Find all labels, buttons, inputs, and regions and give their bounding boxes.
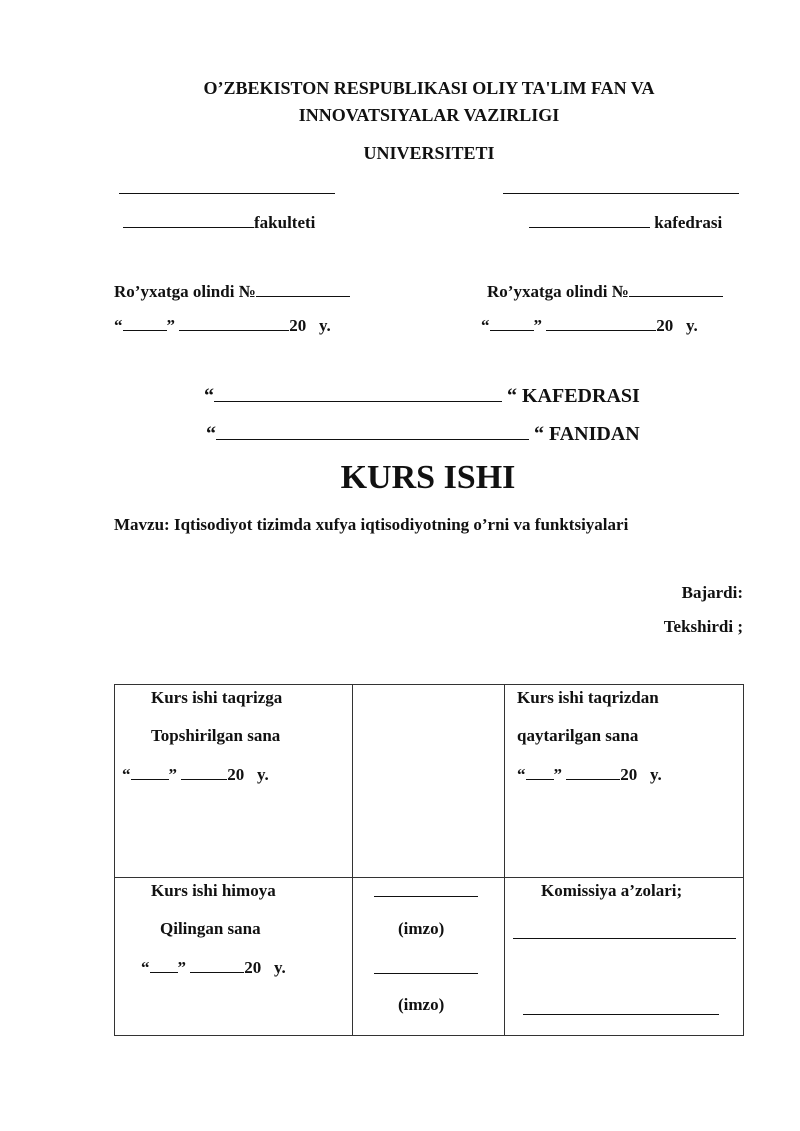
- returned-close-quote: ”: [553, 765, 562, 784]
- kafedra-line: [204, 383, 640, 408]
- submitted-open-quote: “: [122, 765, 131, 784]
- kafedra-label: “ KAFEDRASI: [507, 385, 640, 407]
- department-label: kafedrasi: [654, 213, 723, 232]
- returned-month-blank[interactable]: [566, 764, 620, 780]
- submitted-year-suffix: y.: [257, 765, 269, 784]
- right-registration-label: Ro’yxatga olindi №: [487, 282, 629, 301]
- checked-by-label: Tekshirdi ;: [663, 617, 743, 636]
- university-name-blank-left[interactable]: [119, 193, 335, 194]
- topic-line: [114, 515, 628, 535]
- checked-by: [664, 617, 743, 637]
- submitted-month-blank[interactable]: [181, 764, 227, 780]
- left-date-open-quote: “: [114, 316, 123, 335]
- commission-member-blank-2[interactable]: [523, 1014, 719, 1015]
- faculty-blank[interactable]: [123, 212, 254, 228]
- topic-text: Mavzu: Iqtisodiyot tizimda xufya iqtisodiyotning o’rni va funktsiyalari: [114, 515, 629, 534]
- defended-year-suffix: y.: [274, 958, 286, 977]
- faculty-label: fakulteti: [254, 213, 316, 232]
- fan-line: [206, 421, 640, 446]
- fan-label: “ FANIDAN: [534, 423, 640, 445]
- returned-day-blank[interactable]: [526, 764, 554, 780]
- cell-commission: [505, 878, 744, 1036]
- defended-close-quote: ”: [177, 958, 186, 977]
- ministry-title-line1-text: O’ZBEKISTON RESPUBLIKASI OLIY TA'LIM FAN VA: [203, 78, 655, 98]
- left-date-year-suffix: y.: [319, 316, 331, 335]
- right-date-year: 20: [656, 316, 674, 335]
- commission-member-blank-1[interactable]: [513, 938, 736, 939]
- defended-month-blank[interactable]: [190, 957, 244, 973]
- defended-open-quote: “: [141, 958, 150, 977]
- submitted-date: [122, 764, 269, 785]
- returned-year-suffix: y.: [650, 765, 662, 784]
- left-date: [114, 315, 331, 336]
- university-name-blank-right[interactable]: [503, 193, 739, 194]
- cell-empty: [353, 685, 505, 878]
- right-registration-number-blank[interactable]: [629, 281, 723, 297]
- submitted-day-blank[interactable]: [131, 764, 169, 780]
- submitted-line2: Topshirilgan sana: [151, 726, 281, 745]
- review-table: [114, 684, 744, 1036]
- submitted-line1: Kurs ishi taqrizga: [151, 688, 283, 707]
- submitted-close-quote: ”: [168, 765, 177, 784]
- university-title: [0, 143, 800, 164]
- university-title-text: UNIVERSITETI: [363, 143, 495, 163]
- done-by: [682, 583, 743, 603]
- right-date-year-suffix: y.: [686, 316, 698, 335]
- commission-label: Komissiya a’zolari;: [541, 881, 683, 900]
- document-title-text: KURS ISHI: [340, 459, 516, 496]
- left-registration-label: Ro’yxatga olindi №: [114, 282, 256, 301]
- submitted-year: 20: [227, 765, 245, 784]
- department-blank[interactable]: [529, 212, 650, 228]
- left-registration-number-blank[interactable]: [256, 281, 350, 297]
- defended-day-blank[interactable]: [150, 957, 178, 973]
- faculty-field: [123, 212, 315, 233]
- right-date-close-quote: ”: [533, 316, 542, 335]
- returned-line1: Kurs ishi taqrizdan: [517, 688, 659, 707]
- done-by-label: Bajardi:: [681, 583, 743, 602]
- defended-line1: Kurs ishi himoya: [151, 881, 276, 900]
- right-date: [481, 315, 698, 336]
- ministry-title-line2: [0, 105, 800, 126]
- cell-defended: [115, 878, 353, 1036]
- defended-line2: Qilingan sana: [160, 919, 261, 938]
- signature-blank-1[interactable]: [374, 896, 478, 897]
- right-date-month-blank[interactable]: [546, 315, 656, 331]
- right-date-day-blank[interactable]: [490, 315, 534, 331]
- left-date-year: 20: [289, 316, 307, 335]
- cell-submitted-for-review: [115, 685, 353, 878]
- left-date-month-blank[interactable]: [179, 315, 289, 331]
- ministry-title-line1: [0, 78, 800, 99]
- returned-line2: qaytarilgan sana: [517, 726, 639, 745]
- left-registration: [114, 281, 350, 302]
- signature-blank-2[interactable]: [374, 973, 478, 974]
- cell-returned-from-review: [505, 685, 744, 878]
- kafedra-name-blank[interactable]: [214, 383, 502, 402]
- fan-name-blank[interactable]: [216, 421, 529, 440]
- returned-date: [517, 764, 662, 785]
- returned-open-quote: “: [517, 765, 526, 784]
- signature-label-2: (imzo): [398, 995, 445, 1014]
- left-date-day-blank[interactable]: [123, 315, 167, 331]
- document-title: [0, 459, 800, 497]
- defended-year: 20: [244, 958, 262, 977]
- department-field: [529, 212, 722, 233]
- kafedra-open-quote: “: [204, 385, 214, 407]
- left-date-close-quote: ”: [166, 316, 175, 335]
- defended-date: [141, 957, 286, 978]
- right-date-open-quote: “: [481, 316, 490, 335]
- cell-signatures: [353, 878, 505, 1036]
- ministry-title-line2-text: INNOVATSIYALAR VAZIRLIGI: [298, 105, 560, 125]
- right-registration: [487, 281, 723, 302]
- returned-year: 20: [620, 765, 638, 784]
- fan-open-quote: “: [206, 423, 216, 445]
- signature-label-1: (imzo): [398, 919, 445, 938]
